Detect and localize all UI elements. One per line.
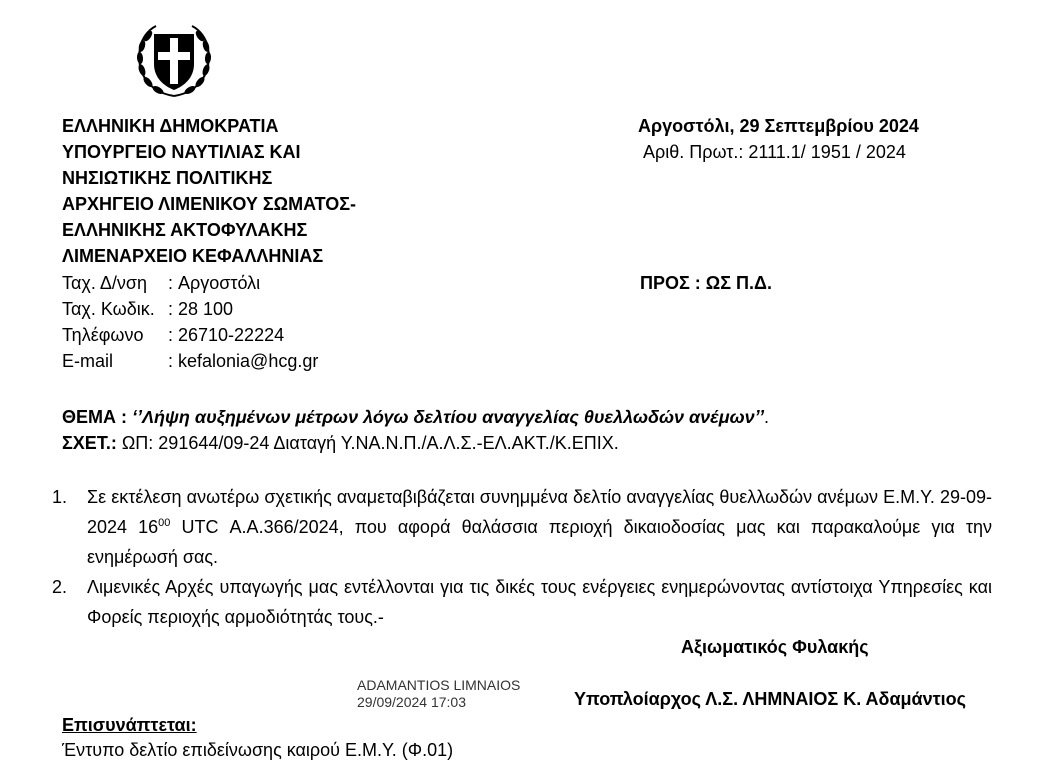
subject-line bbox=[62, 404, 769, 430]
reference-label: ΣΧΕΤ.: bbox=[62, 433, 117, 453]
contact-value: 28 100 bbox=[178, 299, 234, 319]
list-item bbox=[52, 572, 992, 632]
contact-block bbox=[62, 270, 318, 374]
subject-label: ΘΕΜΑ : bbox=[62, 407, 127, 427]
contact-row bbox=[62, 270, 318, 296]
contact-label: Ταχ. Κωδικ. bbox=[62, 299, 155, 319]
item-number: 1. bbox=[52, 487, 68, 507]
contact-row bbox=[62, 322, 318, 348]
authority-line: ΑΡΧΗΓΕΙΟ ΛΙΜΕΝΙΚΟΥ ΣΩΜΑΤΟΣ- bbox=[62, 194, 357, 214]
signatory-name: Υποπλοίαρχος Λ.Σ. ΛΗΜΝΑΙΟΣ Κ. Αδαμάντιος bbox=[574, 689, 967, 709]
item-text: Σε εκτέλεση ανωτέρω σχετικής αναμεταβιβάζεται συνημμένα δελτίο αναγγελίας θυελλωδών ανέμων Ε.Μ.Υ. 29-09-2024 16 bbox=[87, 487, 992, 537]
list-item bbox=[52, 482, 992, 572]
contact-row bbox=[62, 296, 318, 322]
contact-email[interactable]: kefalonia@hcg.gr bbox=[178, 351, 319, 371]
item-number: 2. bbox=[52, 577, 68, 597]
attachments-label: Επισυνάπτεται: bbox=[62, 715, 197, 735]
contact-value: Αργοστόλι bbox=[178, 273, 261, 293]
subject-block bbox=[62, 404, 769, 456]
authority-line: ΛΙΜΕΝΑΡΧΕΙΟ ΚΕΦΑΛΛΗΝΙΑΣ bbox=[62, 246, 324, 266]
signature-role: Αξιωματικός Φυλακής bbox=[681, 637, 869, 657]
greek-coat-of-arms-icon bbox=[134, 20, 214, 100]
authority-line: ΕΛΛΗΝΙΚΗΣ ΑΚΤΟΦΥΛΑΚΗΣ bbox=[62, 220, 308, 240]
reference-line bbox=[62, 430, 769, 456]
colon: : bbox=[168, 351, 174, 371]
contact-row bbox=[62, 348, 318, 374]
attachment-item: Έντυπο δελτίο επιδείνωσης καιρού Ε.Μ.Υ. (Φ.01) bbox=[62, 740, 454, 760]
contact-label: E-mail bbox=[62, 351, 114, 371]
item-superscript: 00 bbox=[158, 517, 171, 529]
contact-value: 26710-22224 bbox=[178, 325, 285, 345]
reference-text: ΩΠ: 291644/09-24 Διαταγή Υ.ΝΑ.Ν.Π./Α.Λ.Σ.-ΕΛ.ΑΚΤ./Κ.ΕΠΙΧ. bbox=[121, 433, 619, 453]
authority-line: ΕΛΛΗΝΙΚΗ ΔΗΜΟΚΡΑΤΙΑ bbox=[62, 116, 279, 136]
colon: : bbox=[168, 299, 174, 319]
authority-header bbox=[62, 113, 356, 269]
subject-end: . bbox=[763, 407, 769, 427]
colon: : bbox=[168, 273, 174, 293]
authority-line: ΝΗΣΙΩΤΙΚΗΣ ΠΟΛΙΤΙΚΗΣ bbox=[62, 168, 273, 188]
place-date: Αργοστόλι, 29 Σεπτεμβρίου 2024 bbox=[638, 116, 919, 136]
contact-label: Τηλέφωνο bbox=[62, 325, 144, 345]
digital-signature-stamp bbox=[357, 677, 520, 711]
protocol-number: Αριθ. Πρωτ.: 2111.1/ 1951 / 2024 bbox=[643, 142, 906, 162]
item-text-continued: UTC Α.Α.366/2024, που αφορά θαλάσσια περιοχή δικαιοδοσίας μας και παρακαλούμε για την ενημέρωσή σας. bbox=[87, 517, 992, 567]
stamp-time: 29/09/2024 17:03 bbox=[357, 694, 466, 710]
item-text: Λιμενικές Αρχές υπαγωγής μας εντέλλονται για τις δικές τους ενέργειες ενημερώνοντας αντίστοιχα Υπηρεσίες και Φορείς περιοχής αρμοδιότητάς τους.- bbox=[87, 577, 992, 627]
colon: : bbox=[168, 325, 174, 345]
body-list bbox=[52, 482, 992, 632]
recipient: ΠΡΟΣ : ΩΣ Π.Δ. bbox=[640, 273, 772, 293]
stamp-name: ADAMANTIOS LIMNAIOS bbox=[357, 677, 521, 693]
authority-line: ΥΠΟΥΡΓΕΙΟ ΝΑΥΤΙΛΙΑΣ ΚΑΙ bbox=[62, 142, 301, 162]
contact-label: Ταχ. Δ/νση bbox=[62, 273, 148, 293]
subject-text: ‘’Λήψη αυξημένων μέτρων λόγω δελτίου αναγγελίας θυελλωδών ανέμων’’ bbox=[132, 407, 764, 427]
